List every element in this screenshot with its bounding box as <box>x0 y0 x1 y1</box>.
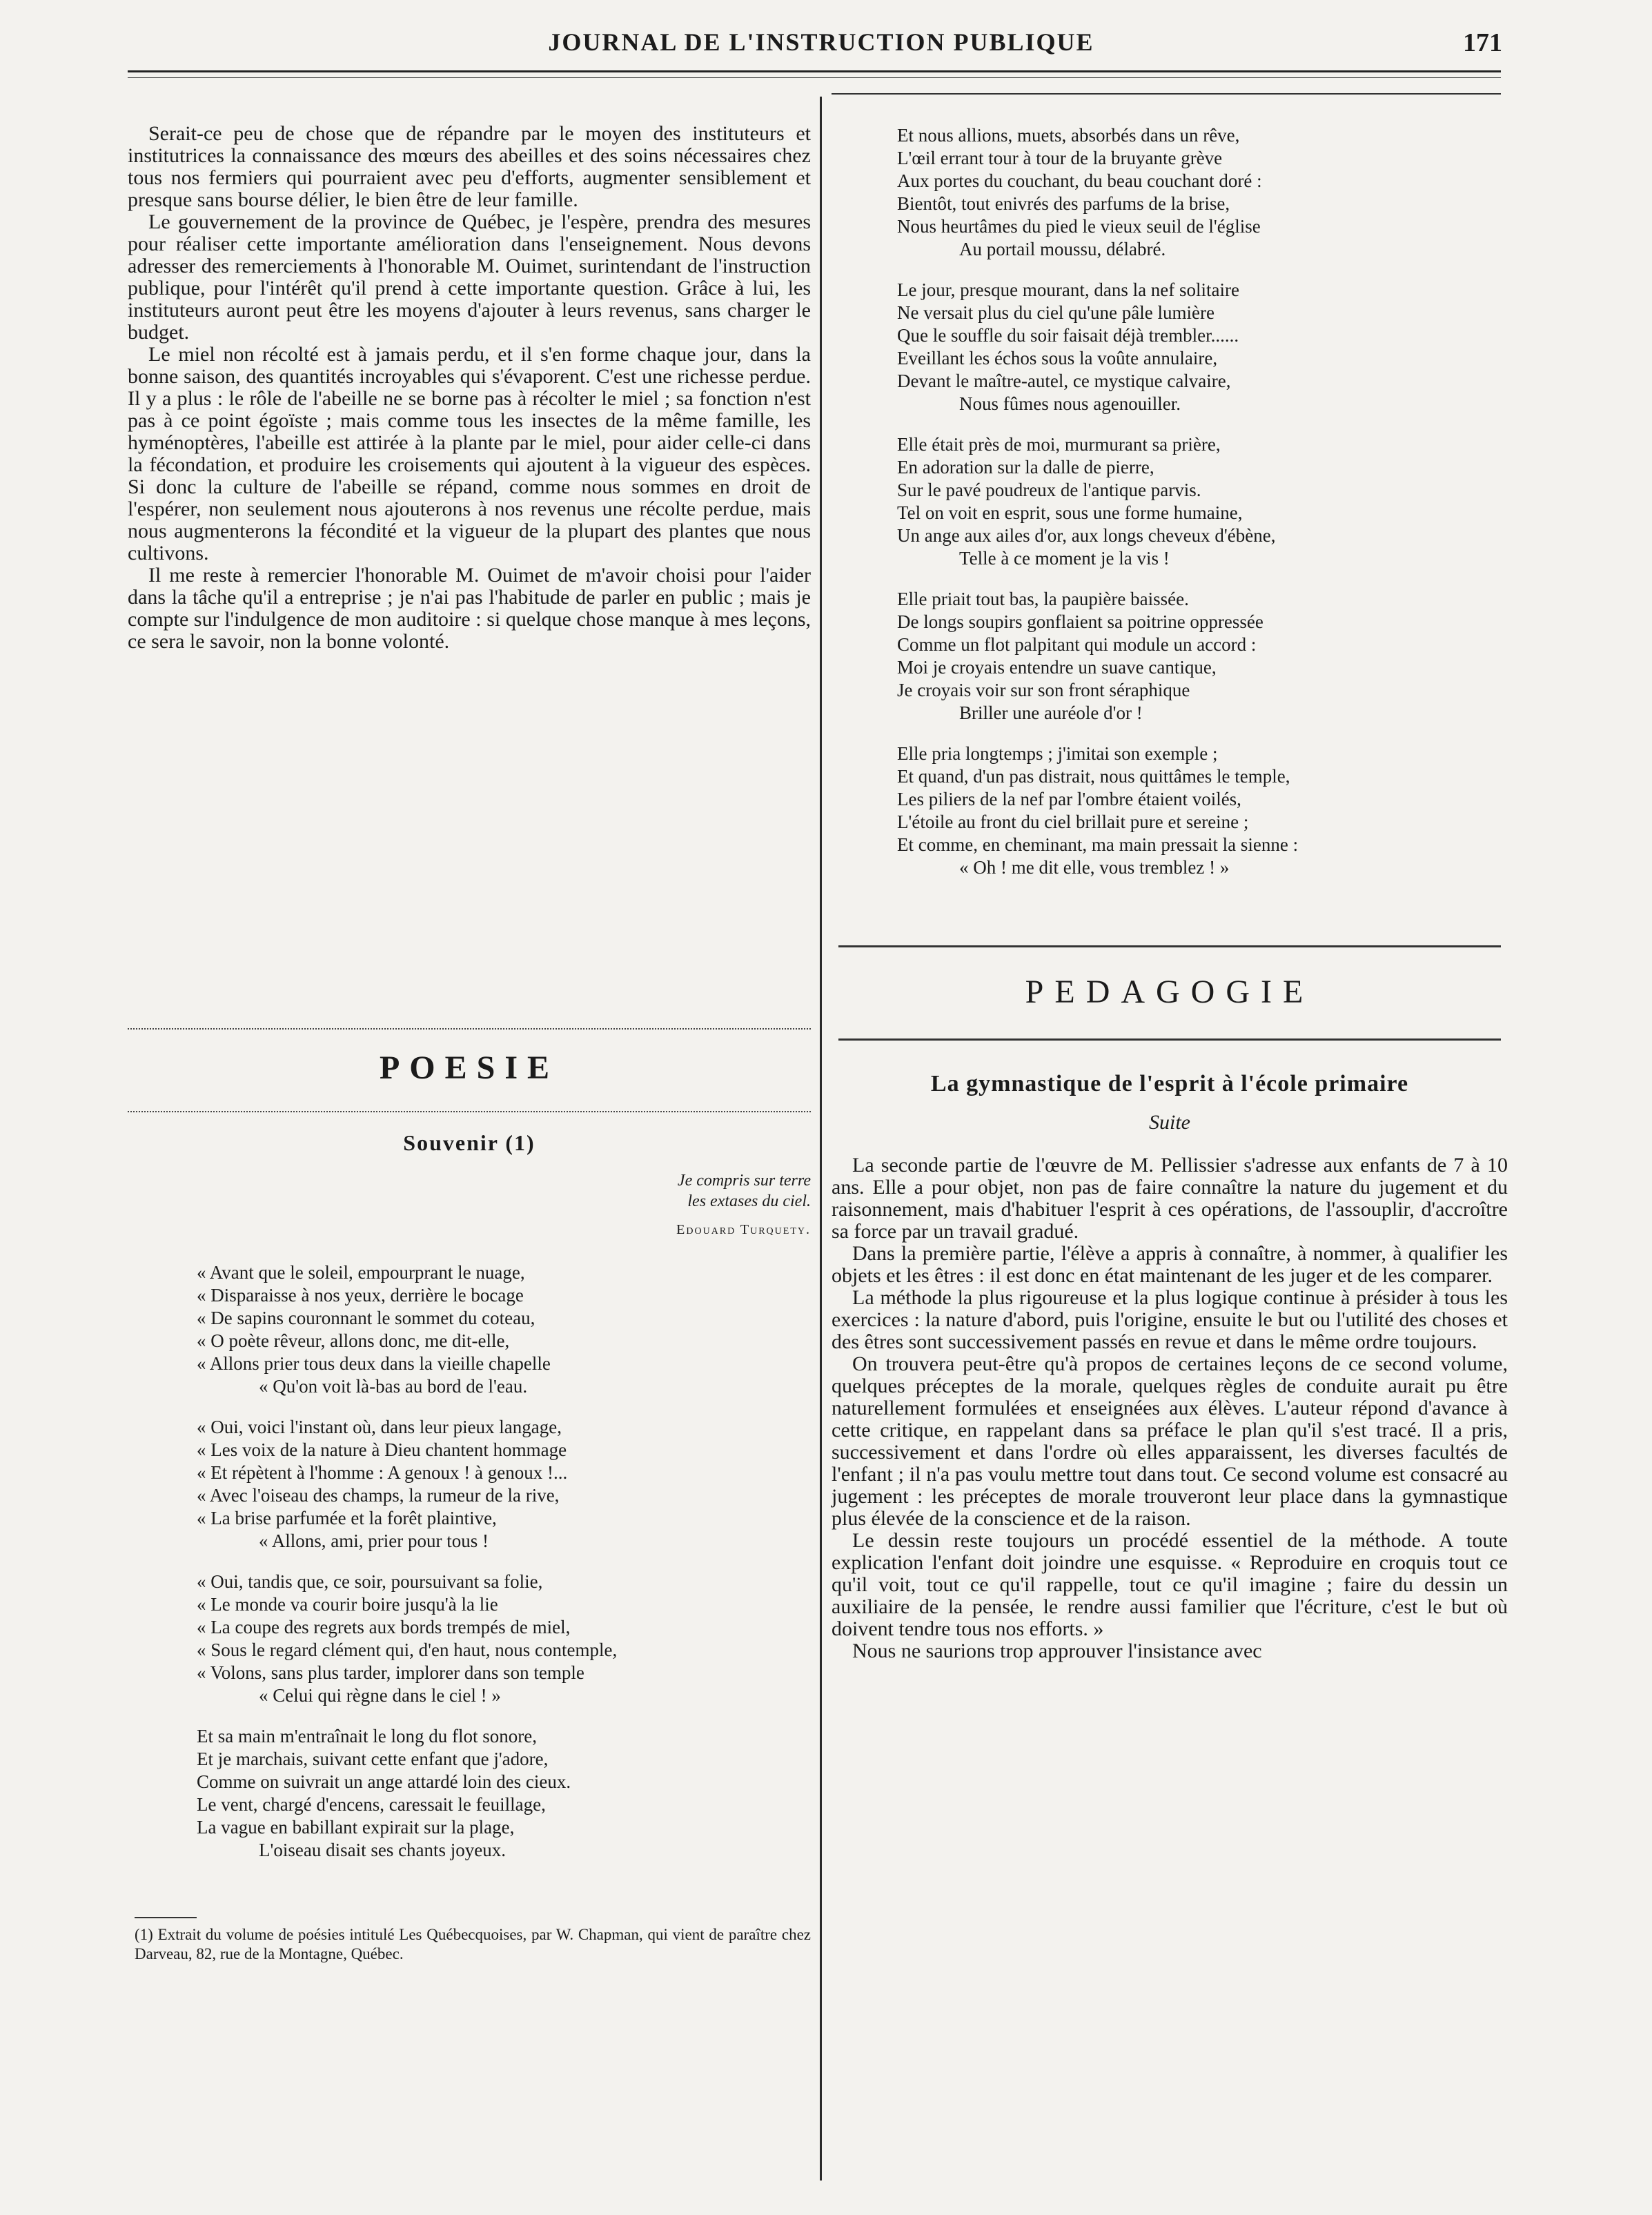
verse-line: Comme on suivrait un ange attardé loin des cieux. <box>197 1771 571 1792</box>
verse-line: Eveillant les échos sous la voûte annulaire, <box>897 348 1218 368</box>
verse-line: « Avant que le soleil, empourprant le nuage, <box>197 1262 525 1283</box>
verse-line: Au portail moussu, délabré. <box>959 239 1166 259</box>
paragraph: La seconde partie de l'œuvre de M. Pellissier s'adresse aux enfants de 7 à 10 ans. Elle a pour objet, non pas de faire connaître la nature du jugement et du raisonnement, mais d'habituer l'esprit à ces opérations, de l'assouplir, d'accroître sa force par un travail gradué. <box>832 1154 1508 1243</box>
suite-label: Suite <box>1149 1111 1190 1134</box>
paragraph: Dans la première partie, l'élève a appris à connaître, à nommer, à qualifier les objets et les êtres : il est donc en état maintenant de les juger et de les comparer. <box>832 1242 1508 1287</box>
stanza <box>897 742 1508 879</box>
section-rule <box>838 1038 1501 1041</box>
verse-line: En adoration sur la dalle de pierre, <box>897 457 1154 478</box>
verse-line: « Disparaisse à nos yeux, derrière le bocage <box>197 1285 524 1306</box>
verse-line: « Volons, sans plus tarder, implorer dans son temple <box>197 1662 584 1683</box>
verse-line: « Allons prier tous deux dans la vieille chapelle <box>197 1353 551 1374</box>
verse-line: Les piliers de la nef par l'ombre étaient voilés, <box>897 789 1241 809</box>
verse-line: « Oh ! me dit elle, vous tremblez ! » <box>959 857 1230 878</box>
stanza <box>197 1571 811 1707</box>
section-rule <box>128 1028 811 1030</box>
article-title: La gymnastique de l'esprit à l'école primaire <box>930 1071 1409 1096</box>
verse-line: « Et répètent à l'homme : A genoux ! à genoux !... <box>197 1462 568 1483</box>
poem-title: Souvenir (1) <box>403 1130 535 1155</box>
verse-line: Et quand, d'un pas distrait, nous quittâmes le temple, <box>897 766 1290 787</box>
verse-line: « Avec l'oiseau des champs, la rumeur de la rive, <box>197 1485 560 1506</box>
section-rule <box>838 945 1501 947</box>
verse-line: « Qu'on voit là-bas au bord de l'eau. <box>259 1376 528 1397</box>
verse-line: Telle à ce moment je la vis ! <box>959 548 1170 569</box>
stanza <box>897 433 1508 570</box>
paragraph: Le miel non récolté est à jamais perdu, et il s'en forme chaque jour, dans la bonne saison, des quantités incroyables qui s'évaporent. C'est une richesse perdue. Il y a plus : le rôle de l'abeille ne se borne pas à récolter le miel ; sa fonction n'est pas à ce point égoïste ; mais comme tous les insectes de la même famille, les hyménoptères, l'abeille est attirée à la plante par le miel, pour aider celle-ci dans la fécondation, et produire les croisements qui ajoutent à la vigueur des espèces. Si donc la culture de l'abeille se répand, comme nous sommes en droit de l'espérer, non seulement nous ajouterons à nos revenus une récolte perdue, mais nous augmenterons la fécondité et la vigueur de la plupart des plantes que nous cultivons. <box>128 343 811 564</box>
verse-line: « Celui qui règne dans le ciel ! » <box>259 1685 501 1706</box>
verse-line: Nous heurtâmes du pied le vieux seuil de l'église <box>897 216 1261 237</box>
verse-line: « Oui, tandis que, ce soir, poursuivant sa folie, <box>197 1571 543 1592</box>
verse-line: « De sapins couronnant le sommet du coteau, <box>197 1308 535 1328</box>
verse-line: Elle était près de moi, murmurant sa prière, <box>897 434 1221 455</box>
poesie-heading: POESIE <box>379 1050 560 1086</box>
poem-continuation <box>832 124 1508 897</box>
paragraph: La méthode la plus rigoureuse et la plus logique continue à présider à tous les exercices : la nature d'abord, puis l'origine, ensuite le but ou l'utilité des choses et des êtres sont successivement passés en revue et dans le même ordre toujours. <box>832 1286 1508 1353</box>
article-prose <box>832 1154 1508 1662</box>
verse-line: Elle priait tout bas, la paupière baissée. <box>897 589 1189 609</box>
paragraph: Serait-ce peu de chose que de répandre par le moyen des instituteurs et institutrices la connaissance des mœurs des abeilles et des soins nécessaires chez tous nos fermiers qui pourraient avec peu d'efforts, augmenter sensiblement et presque sans bourse délier, le bien être de leur famille. <box>128 122 811 211</box>
verse-line: Aux portes du couchant, du beau couchant doré : <box>897 170 1262 191</box>
journal-title: JOURNAL DE L'INSTRUCTION PUBLIQUE <box>548 28 1094 56</box>
left-column <box>128 123 811 653</box>
stanza <box>197 1725 811 1862</box>
verse-line: Bientôt, tout enivrés des parfums de la brise, <box>897 193 1230 214</box>
stanza <box>897 588 1508 725</box>
verse-line: Un ange aux ailes d'or, aux longs cheveux d'ébène, <box>897 525 1276 546</box>
verse-line: Et sa main m'entraînait le long du flot sonore, <box>197 1726 538 1746</box>
verse-line: Le jour, presque mourant, dans la nef solitaire <box>897 279 1240 300</box>
verse-line: Comme un flot palpitant qui module un accord : <box>897 634 1257 655</box>
verse-line: « Oui, voici l'instant où, dans leur pieux langage, <box>197 1417 562 1437</box>
stanza <box>897 279 1508 415</box>
stanza <box>897 124 1508 261</box>
verse-line: « La coupe des regrets aux bords trempés de miel, <box>197 1617 571 1637</box>
article-end-prose <box>128 123 811 653</box>
verse-line: Sur le pavé poudreux de l'antique parvis. <box>897 480 1201 500</box>
verse-line: « Sous le regard clément qui, d'en haut, nous contemple, <box>197 1640 618 1660</box>
verse-line: Et nous allions, muets, absorbés dans un rêve, <box>897 125 1240 146</box>
verse-line: Et comme, en cheminant, ma main pressait la sienne : <box>897 834 1299 855</box>
verse-line: Que le souffle du soir faisait déjà trembler...... <box>897 325 1239 346</box>
verse-line: « Le monde va courir boire jusqu'à la lie <box>197 1594 498 1615</box>
verse-line: Et je marchais, suivant cette enfant que j'adore, <box>197 1749 549 1769</box>
pedagogie-heading: PEDAGOGIE <box>1025 974 1315 1010</box>
column-divider <box>820 97 822 2180</box>
paragraph: On trouvera peut-être qu'à propos de certaines leçons de ce second volume, quelques préceptes de la morale, quelques règles de conduite aurait pu être naturellement formulées et enseignées aux élèves. L'auteur répond d'avance à cette critique, en rappelant dans sa préface le plan qu'il s'est tracé. Il a pris, successivement et dans l'ordre où elles apparaissent, les diverses facultés de l'enfant ; il n'a pas voulu mettre tout dans tout. Ce second volume est consacré au jugement : les préceptes de morale trouveront leur place dans la gymnastique plus élevée de la conscience et de la raison. <box>832 1352 1508 1530</box>
header-rule-thin <box>128 77 1501 78</box>
section-rule <box>128 1111 811 1112</box>
paragraph: Nous ne saurions trop approuver l'insistance avec <box>852 1640 1262 1662</box>
verse-line: Devant le maître-autel, ce mystique calvaire, <box>897 371 1231 391</box>
footnote-rule <box>135 1917 197 1918</box>
epigraph-line: Je compris sur terre <box>677 1172 811 1190</box>
page-number: 171 <box>1463 28 1502 57</box>
verse-line: « O poète rêveur, allons donc, me dit-elle, <box>197 1330 510 1351</box>
verse-line: L'oiseau disait ses chants joyeux. <box>259 1840 507 1860</box>
poem-body <box>128 1261 811 1862</box>
header-rule <box>128 70 1501 72</box>
poem-section <box>128 1132 811 1880</box>
paragraph: Le gouvernement de la province de Québec, je l'espère, prendra des mesures pour réaliser cette importante amélioration dans l'enseignement. Nous devons adresser des remerciements à l'honorable M. Ouimet, surintendant de l'instruction publique, pour l'intérêt qu'il prend à cette importante question. Grâce à lui, les instituteurs auront peut être les moyens d'ajouter à leurs revenus, sans charger le budget. <box>128 210 811 344</box>
verse-line: La vague en babillant expirait sur la plage, <box>197 1817 515 1838</box>
stanza <box>197 1261 811 1398</box>
verse-line: « Les voix de la nature à Dieu chantent hommage <box>197 1439 567 1460</box>
right-column-top-rule <box>832 93 1501 95</box>
pedagogie-article <box>832 1073 1508 1662</box>
verse-line: Moi je croyais entendre un suave cantique, <box>897 657 1217 678</box>
epigraph-line: les extases du ciel. <box>687 1192 811 1210</box>
verse-line: L'étoile au front du ciel brillait pure et sereine ; <box>897 811 1249 832</box>
footnote: (1) Extrait du volume de poésies intitulé Les Québecquoises, par W. Chapman, qui vient de paraître chez Darveau, 82, rue de la Montagne, Québec. <box>135 1926 811 1962</box>
verse-line: « Allons, ami, prier pour tous ! <box>259 1530 489 1551</box>
verse-line: Je croyais voir sur son front séraphique <box>897 680 1190 700</box>
verse-line: Elle pria longtemps ; j'imitai son exemple ; <box>897 743 1218 764</box>
paragraph: Il me reste à remercier l'honorable M. Ouimet de m'avoir choisi pour l'aider dans la tâche qu'il a entreprise ; je n'ai pas l'habitude de parler en public ; mais je compte sur l'indulgence de mon auditoire : si quelque chose manque à mes leçons, ce sera le savoir, non la bonne volonté. <box>128 564 811 653</box>
epigraph-author: Edouard Turquety. <box>676 1222 811 1237</box>
verse-line: Nous fûmes nous agenouiller. <box>959 393 1181 414</box>
stanza <box>197 1416 811 1553</box>
verse-line: De longs soupirs gonflaient sa poitrine oppressée <box>897 611 1263 632</box>
verse-line: Le vent, chargé d'encens, caressait le feuillage, <box>197 1794 546 1815</box>
paragraph: Le dessin reste toujours un procédé essentiel de la méthode. A toute explication l'enfant doit joindre une esquisse. « Reproduire en croquis tout ce qu'il voit, tout ce qu'il rappelle, tout ce qu'il imagine ; faire du dessin un auxiliaire de la pensée, le rendre aussi familier que l'écriture, c'est le but où doivent tendre tous nos efforts. » <box>832 1529 1508 1640</box>
verse-line: Ne versait plus du ciel qu'une pâle lumière <box>897 302 1215 323</box>
verse-line: « La brise parfumée et la forêt plaintive, <box>197 1508 497 1528</box>
verse-line: Briller une auréole d'or ! <box>959 702 1143 723</box>
verse-line: Tel on voit en esprit, sous une forme humaine, <box>897 502 1243 523</box>
verse-line: L'œil errant tour à tour de la bruyante grève <box>897 148 1223 168</box>
